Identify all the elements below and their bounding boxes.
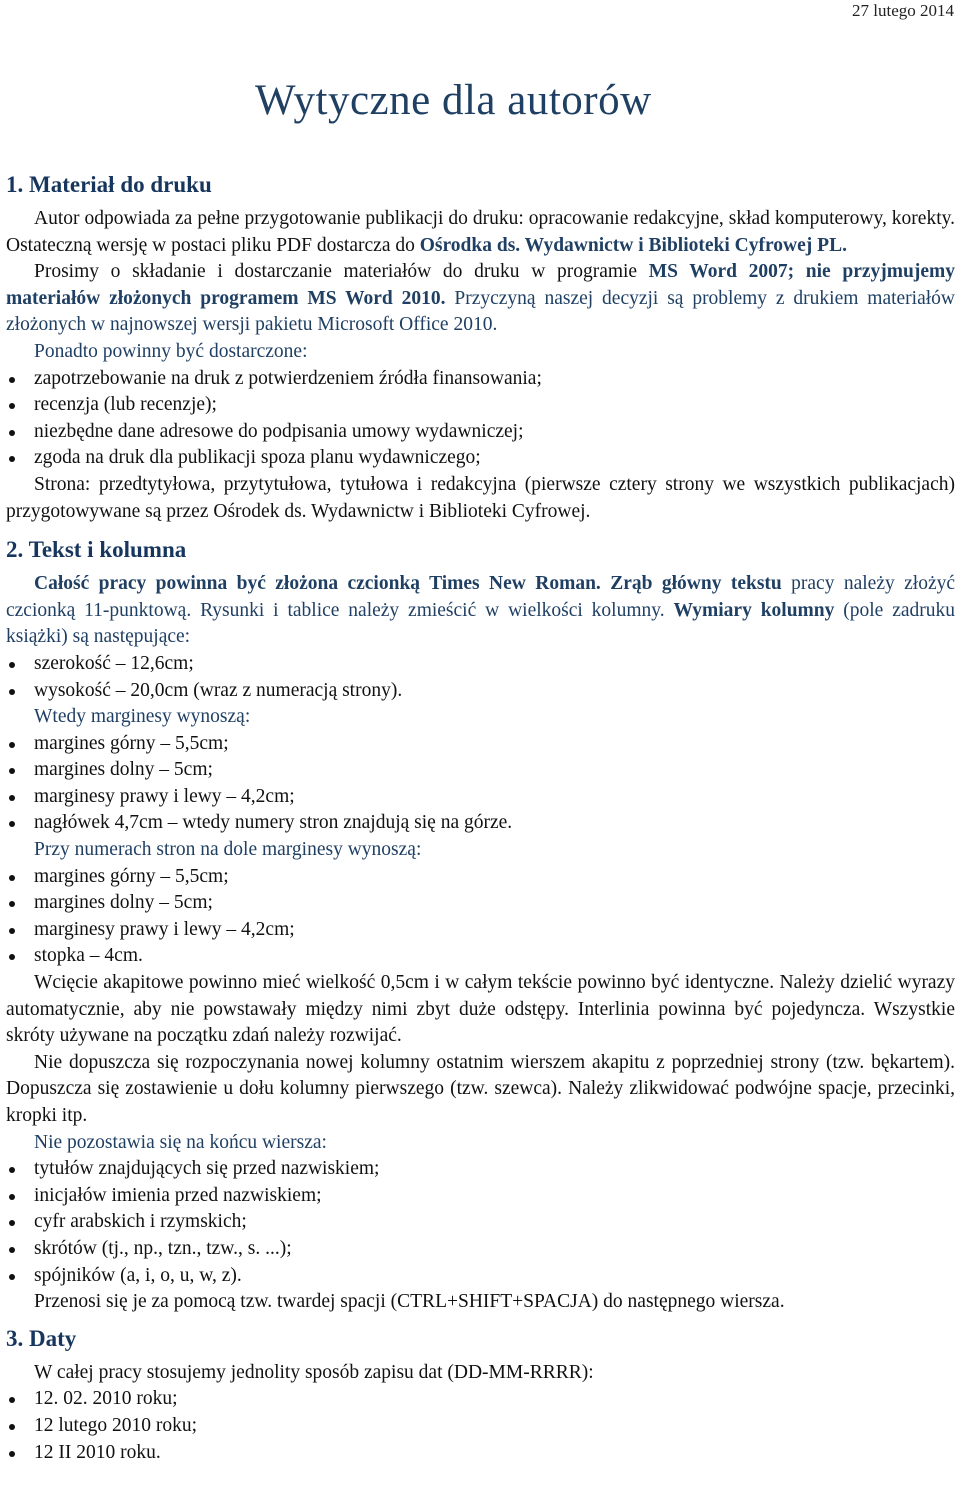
paragraph-line-end: Nie pozostawia się na końcu wiersza: xyxy=(34,1131,327,1153)
list-item: zgoda na druk dla publikacji spoza planu wydawniczego; xyxy=(6,445,955,472)
margins-top-list xyxy=(6,731,955,837)
paragraph-margins-bottom: Przy numerach stron na dole marginesy wynoszą: xyxy=(34,839,422,861)
paragraph-hard-space: Przenosi się je za pomocą tzw. twardej spacji (CTRL+SHIFT+SPACJA) do następnego wiersza. xyxy=(34,1291,785,1313)
list-item: stopka – 4cm. xyxy=(6,943,955,970)
paragraph-title-pages: Strona: przedtytyłowa, przytytułowa, tytułowa i redakcyjna (pierwsze cztery strony we wszystkich publikacjach) przygotowywane są przez Ośrodek ds. Wydawnictw i Biblioteki Cyfrowej. xyxy=(6,473,955,522)
page-title: Wytyczne dla autorów xyxy=(255,77,652,124)
section-heading-3: 3. Daty xyxy=(6,1325,77,1351)
list-item: marginesy prawy i lewy – 4,2cm; xyxy=(6,784,955,811)
list-item: nagłówek 4,7cm – wtedy numery stron znajdują się na górze. xyxy=(6,810,955,837)
required-docs-list xyxy=(6,366,955,472)
column-size-list xyxy=(6,651,955,704)
list-item: margines górny – 5,5cm; xyxy=(6,731,955,758)
list-item: recenzja (lub recenzje); xyxy=(6,392,955,419)
paragraph-indent: Wcięcie akapitowe powinno mieć wielkość 0,5cm i w całym tekście powinno być identyczne. Należy dzielić wyrazy automatycznie, aby nie powstawały między nimi zbyt duże odstępy. Interlinia powinna być pojedyncza. Wszystkie skróty używane na początku zdań należy rozwijać. xyxy=(6,972,955,1047)
publisher-name: Ośrodka ds. Wydawnictw i Biblioteki Cyfrowej PL. xyxy=(419,234,847,256)
list-item: szerokość – 12,6cm; xyxy=(6,651,955,678)
word-version-note: MS Word 2007; nie przyjmujemy materiałów złożonych programem MS Word 2010. xyxy=(6,261,955,309)
section-heading-1: 1. Materiał do druku xyxy=(6,172,212,197)
main-text-label: Zrąb główny tekstu xyxy=(610,573,782,595)
list-item: wysokość – 20,0cm (wraz z numeracją strony). xyxy=(6,678,955,705)
paragraph-text: pracy należy złożyć czcionką 11-punktową. Rysunki i tablice należy zmieścić w wielkości kolumny. xyxy=(6,573,956,621)
list-item: skrótów (tj., np., tzn., tzw., s. ...); xyxy=(6,1236,955,1263)
paragraph-author-responsibility xyxy=(6,206,955,259)
column-size-label: Wymiary kolumny xyxy=(673,599,835,621)
dates-list xyxy=(6,1386,955,1466)
list-item: zapotrzebowanie na druk z potwierdzeniem źródła finansowania; xyxy=(6,366,955,393)
paragraph-widows: Nie dopuszcza się rozpoczynania nowej kolumny ostatnim wierszem akapitu z poprzedniej strony (tzw. bękartem). Dopuszcza się zostawienie u dołu kolumny pierwszego (tzw. szewca). Należy zlikwidować podwójne spacje, przecinki, kropki itp. xyxy=(6,1051,955,1126)
line-end-list xyxy=(6,1156,955,1289)
list-item: tytułów znajdujących się przed nazwiskiem; xyxy=(6,1156,955,1183)
list-item: margines dolny – 5cm; xyxy=(6,757,955,784)
list-item: spójników (a, i, o, u, w, z). xyxy=(6,1263,955,1290)
paragraph-text: Autor odpowiada za pełne przygotowanie publikacji do druku: opracowanie redakcyjne, skład komputerowy, korekty. Ostateczną wersję w postaci pliku PDF dostarcza do xyxy=(6,208,955,256)
section-heading-2: 2. Tekst i kolumna xyxy=(6,537,187,563)
list-item: 12 II 2010 roku. xyxy=(6,1440,955,1467)
list-item: 12. 02. 2010 roku; xyxy=(6,1386,955,1413)
list-item: inicjałów imienia przed nazwiskiem; xyxy=(6,1183,955,1210)
paragraph-font xyxy=(6,571,955,651)
margins-bottom-list xyxy=(6,864,955,970)
font-requirement: Całość pracy powinna być złożona czcionką Times New Roman. xyxy=(34,573,601,595)
paragraph-text-rest: Przyczyną naszej decyzji są problemy z drukiem materiałów złożonych w najnowszej wersji pakietu Microsoft Office 2010. xyxy=(6,287,955,336)
list-item: 12 lutego 2010 roku; xyxy=(6,1413,955,1440)
paragraph-text-rest: (pole zadruku książki) są następujące: xyxy=(6,599,955,648)
list-item: margines dolny – 5cm; xyxy=(6,890,955,917)
list-item: niezbędne dane adresowe do podpisania umowy wydawniczej; xyxy=(6,419,955,446)
list-item: margines górny – 5,5cm; xyxy=(6,864,955,891)
list-item: cyfr arabskich i rzymskich; xyxy=(6,1209,955,1236)
paragraph-text: Prosimy o składanie i dostarczanie materiałów do druku w programie xyxy=(34,261,649,283)
paragraph-margins-top: Wtedy marginesy wynoszą: xyxy=(34,706,251,728)
paragraph-required-docs: Ponadto powinny być dostarczone: xyxy=(34,340,308,362)
header-date: 27 lutego 2014 xyxy=(852,1,954,20)
document-body xyxy=(6,168,955,1466)
paragraph-word-version xyxy=(6,259,955,339)
paragraph-dates: W całej pracy stosujemy jednolity sposób zapisu dat (DD-MM-RRRR): xyxy=(34,1361,594,1383)
list-item: marginesy prawy i lewy – 4,2cm; xyxy=(6,917,955,944)
